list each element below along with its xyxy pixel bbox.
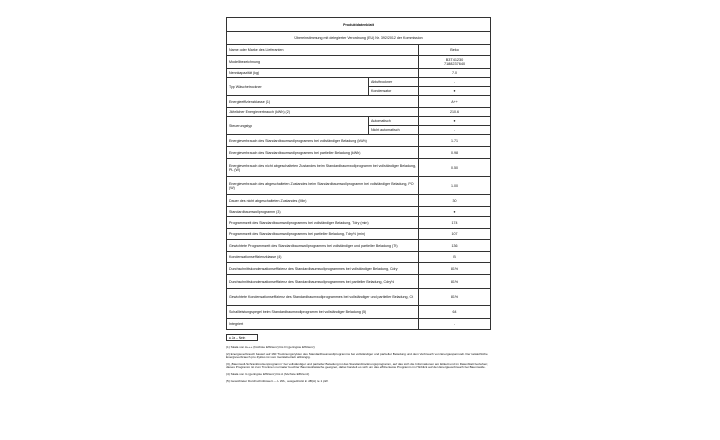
row-label: Jährlicher Energieverbrauch (kWh) (2): [227, 108, 419, 117]
table-row: [227, 263, 491, 275]
table-row: [227, 289, 491, 306]
table-row: [227, 108, 491, 117]
row-value: A++: [419, 96, 491, 108]
row-label: Programmzeit des Standardbaumwollprogramms bei partieller Beladung, Tdry½ (min): [227, 229, 419, 240]
table-row: [227, 275, 491, 289]
table-row: [227, 252, 491, 263]
table-row: [227, 135, 491, 147]
option-label: Automatisch: [369, 117, 419, 126]
table-row: [227, 69, 491, 78]
row-label: Kondensationseffizienzklasse (4): [227, 252, 419, 263]
footnotes: [226, 346, 496, 386]
row-value: 210.6: [419, 108, 491, 117]
row-label: Integriert: [227, 319, 419, 330]
row-value: ●: [419, 207, 491, 217]
row-label: Nennkapazität (kg): [227, 69, 419, 78]
row-value: [419, 56, 491, 69]
sheet-subtitle: Übereinstimmung mit delegierter Verordnung (EU) Nr. 392/2012 der Kommission: [227, 32, 491, 45]
data-table: [226, 17, 491, 330]
row-value: 174: [419, 217, 491, 229]
row-value: 7.0: [419, 69, 491, 78]
model-number-2: 7188237640: [443, 62, 466, 66]
row-value: 81%: [419, 289, 491, 306]
row-label: Durchschnittskondensationseffizienz des Standardbaumwollprogrammes bei vollständiger Beladung, Cdry: [227, 263, 419, 275]
row-value: -: [419, 319, 491, 330]
footnote: (3) „Baumwoll-Schranktrockenprogramm“ bei vollständiger und partieller Beladung ist das Standardtrocknungsprogramm, auf das sich die Informationen am Etikett und im Datenblatt beziehen; dieses Programm ist zum Trocknen normaler feuchter Baumwollwäsche geeignet, dabei handelt es sich um das effizienteste Programm im Hinblick auf den Energieverbrauch bei Baumwolle.: [226, 361, 489, 370]
table-row: [227, 217, 491, 229]
row-value: 1.00: [419, 177, 491, 195]
row-value: -: [419, 126, 491, 135]
row-label: Energieverbrauch des abgeschalteten Zustandes beim Standardbaumwollprogramm bei vollständiger Beladung, PO (W): [227, 177, 419, 195]
row-value: Beko: [419, 45, 491, 56]
row-label: Gewichtete Kondensationseffizienz des Standardbaumwollprogrammes bei vollständiger und partieller Beladung, Ct: [227, 289, 419, 306]
sheet-title: Produktdatenblatt: [227, 18, 491, 32]
row-label: Dauer des nicht abgeschalteten Zustandes (Min): [227, 195, 419, 207]
row-value: 30: [419, 195, 491, 207]
row-label: Durchschnittskondensationseffizienz des Standardbaumwollprogrammes bei partieller Beladung, Cdry½: [227, 275, 419, 289]
footnote: (1) Skala von A+++ (höchste Effizienz) bis D (geringste Effizienz): [226, 345, 315, 349]
row-label: Energieverbrauch des nicht abgeschalteten Zustandes beim Standardbaumwollprogramm bei vollständiger Beladung, PL (W): [227, 159, 419, 177]
row-label: Energieverbrauch des Standardbaumwollprogramms bei vollständiger Beladung (kWh): [227, 135, 419, 147]
option-label: Abluftrockner: [369, 78, 419, 87]
table-row: [227, 207, 491, 217]
row-value: ●: [419, 87, 491, 96]
row-label: Programmzeit des Standardbaumwollprogramms bei vollständiger Beladung, Tdry (min): [227, 217, 419, 229]
table-row: [227, 78, 491, 87]
row-value: -: [419, 78, 491, 87]
row-value: 0.98: [419, 147, 491, 159]
legend-box: ● Ja – Nein: [226, 334, 258, 341]
row-label: Typ Wäschetrockner: [227, 78, 369, 96]
option-label: Nicht automatisch: [369, 126, 419, 135]
row-label: Energieeffizienzklasse (1): [227, 96, 419, 108]
row-value: B: [419, 252, 491, 263]
row-label: Modellbezeichnung: [227, 56, 419, 69]
row-label: Standardbaumwollprogramm (3): [227, 207, 419, 217]
row-value: 0.50: [419, 159, 491, 177]
footnote: (4) Skala von G (geringste Effizienz) bis A (höchste Effizienz): [226, 371, 310, 376]
row-label: Energieverbrauch des Standardbaumwollprogramms bei partieller Beladung (kWh): [227, 147, 419, 159]
table-row: [227, 56, 491, 69]
table-row: [227, 240, 491, 252]
row-label: Schallleistungspegel beim Standardbaumwollprogramm bei vollständiger Beladung (5): [227, 306, 419, 319]
title-row: [227, 18, 491, 32]
table-row: [227, 229, 491, 240]
table-row: [227, 159, 491, 177]
table-row: [227, 117, 491, 126]
row-value: 81%: [419, 275, 491, 289]
product-data-sheet: [226, 17, 490, 330]
row-value: 136: [419, 240, 491, 252]
row-value: 1.71: [419, 135, 491, 147]
row-value: ●: [419, 117, 491, 126]
option-label: Kondensator: [369, 87, 419, 96]
model-number: B3T41230: [445, 57, 464, 62]
footnote: (2) Energieverbrauch basiert auf 160 Trocknungszyklen des Standardbaumwollprogramms bei vollständiger und partieller Beladung und dem Verbrauch von Energiesparmodi. Der tatsächliche Energieverbrauch pro Zyklus ist vom Gerätebetrieb abhängig.: [226, 351, 488, 360]
table-row: [227, 306, 491, 319]
table-row: [227, 195, 491, 207]
row-value: 81%: [419, 263, 491, 275]
footnote: (5) Gewichteter Durchschnittswert — L WA , ausgedrückt in dB(A) re 1 pW.: [226, 378, 329, 383]
table-row: [227, 147, 491, 159]
row-value: 64: [419, 306, 491, 319]
row-label: Gewichtete Programmzeit des Standardbaumwollprogramms bei vollständiger und partieller Beladung (Tt): [227, 240, 419, 252]
table-row: [227, 319, 491, 330]
table-row: [227, 177, 491, 195]
table-row: [227, 96, 491, 108]
row-label: Name oder Marke des Lieferanten: [227, 45, 419, 56]
table-row: [227, 45, 491, 56]
row-label: Steuerungstyp: [227, 117, 369, 135]
row-value: 107: [419, 229, 491, 240]
subtitle-row: [227, 32, 491, 45]
